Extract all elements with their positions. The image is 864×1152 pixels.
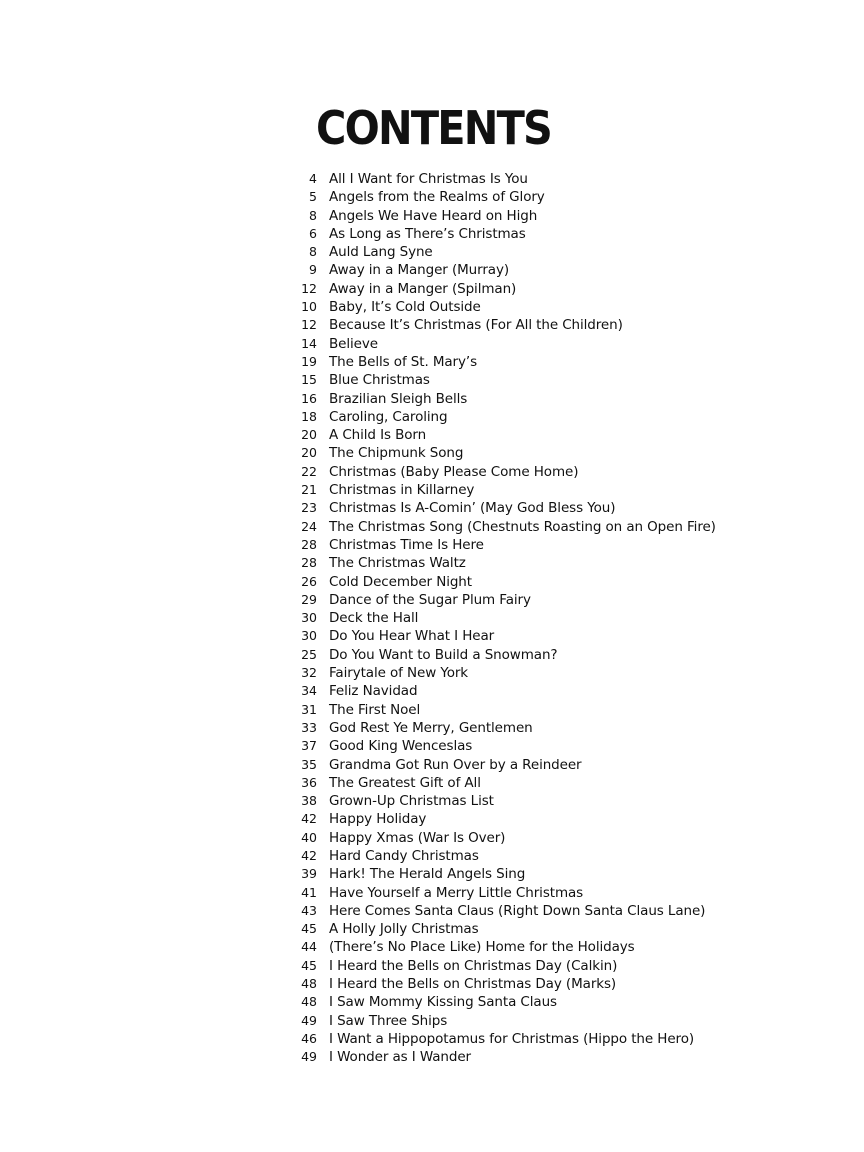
toc-song-title: A Holly Jolly Christmas — [329, 921, 479, 938]
toc-song-title: Have Yourself a Merry Little Christmas — [329, 884, 584, 901]
toc-entry — [296, 591, 836, 609]
toc-entry — [296, 1012, 836, 1030]
toc-song-title: The Chipmunk Song — [329, 445, 464, 462]
toc-entry — [296, 756, 836, 774]
toc-page-number: 34 — [301, 683, 317, 699]
page-title: CONTENTS — [316, 101, 552, 155]
toc-page-number: 43 — [301, 902, 317, 918]
toc-page-number: 16 — [301, 390, 317, 406]
toc-song-title: Because It’s Christmas (For All the Children) — [329, 317, 623, 334]
toc-song-title: Hard Candy Christmas — [329, 847, 479, 864]
toc-page-number: 33 — [301, 719, 317, 735]
toc-song-title: Angels We Have Heard on High — [329, 207, 538, 224]
toc-entry — [296, 792, 836, 810]
toc-song-title: Here Comes Santa Claus (Right Down Santa Claus Lane) — [329, 902, 706, 919]
toc-entry — [296, 225, 836, 243]
toc-entry — [296, 499, 836, 517]
toc-page-number: 20 — [301, 427, 317, 443]
toc-entry — [296, 810, 836, 828]
toc-page-number: 49 — [301, 1012, 317, 1028]
toc-page-number: 8 — [309, 244, 317, 260]
toc-song-title: I Saw Three Ships — [329, 1012, 448, 1029]
toc-page-number: 48 — [301, 994, 317, 1010]
toc-song-title: As Long as There’s Christmas — [329, 225, 526, 242]
toc-page-number: 9 — [309, 262, 317, 278]
toc-page-number: 28 — [301, 536, 317, 552]
toc-song-title: Baby, It’s Cold Outside — [329, 299, 481, 316]
toc-song-title: Angels from the Realms of Glory — [329, 189, 545, 206]
toc-entry — [296, 316, 836, 334]
toc-page-number: 24 — [301, 518, 317, 534]
toc-song-title: Cold December Night — [329, 573, 472, 590]
toc-page-number: 28 — [301, 555, 317, 571]
toc-page-number: 35 — [301, 756, 317, 772]
toc-entry — [296, 957, 836, 975]
toc-song-title: Happy Xmas (War Is Over) — [329, 829, 506, 846]
toc-song-title: Brazilian Sleigh Bells — [329, 390, 468, 407]
toc-entry — [296, 481, 836, 499]
toc-song-title: Blue Christmas — [329, 372, 430, 389]
toc-entry — [296, 920, 836, 938]
toc-entry — [296, 207, 836, 225]
toc-song-title: Christmas Is A-Comin’ (May God Bless You) — [329, 500, 616, 517]
toc-song-title: Do You Want to Build a Snowman? — [329, 646, 558, 663]
toc-song-title: The First Noel — [329, 701, 421, 718]
toc-entry — [296, 1030, 836, 1048]
toc-entry — [296, 390, 836, 408]
toc-song-title: The Bells of St. Mary’s — [329, 353, 478, 370]
toc-entry — [296, 774, 836, 792]
toc-page-number: 30 — [301, 628, 317, 644]
toc-song-title: Auld Lang Syne — [329, 244, 433, 261]
toc-entry — [296, 280, 836, 298]
toc-page-number: 32 — [301, 665, 317, 681]
toc-song-title: Away in a Manger (Spilman) — [329, 280, 517, 297]
toc-entry — [296, 884, 836, 902]
toc-entry — [296, 627, 836, 645]
toc-song-title: Hark! The Herald Angels Sing — [329, 866, 526, 883]
toc-page-number: 14 — [301, 335, 317, 351]
toc-page-number: 48 — [301, 976, 317, 992]
toc-entry — [296, 426, 836, 444]
toc-song-title: Fairytale of New York — [329, 665, 469, 682]
toc-song-title: Do You Hear What I Hear — [329, 628, 495, 645]
toc-page-number: 20 — [301, 445, 317, 461]
toc-page-number: 5 — [309, 189, 317, 205]
toc-entry — [296, 865, 836, 883]
toc-page-number: 41 — [301, 884, 317, 900]
toc-entry — [296, 975, 836, 993]
toc-entry — [296, 1048, 836, 1066]
toc-entry — [296, 573, 836, 591]
toc-song-title: Grown-Up Christmas List — [329, 793, 494, 810]
toc-entry — [296, 536, 836, 554]
toc-entry — [296, 646, 836, 664]
toc-page-number: 23 — [301, 500, 317, 516]
toc-entry — [296, 938, 836, 956]
toc-page-number: 6 — [309, 225, 317, 241]
toc-entry — [296, 554, 836, 572]
toc-song-title: Christmas Time Is Here — [329, 536, 484, 553]
toc-page-number: 22 — [301, 463, 317, 479]
toc-song-title: Christmas (Baby Please Come Home) — [329, 463, 579, 480]
toc-song-title: Caroling, Caroling — [329, 408, 448, 425]
toc-song-title: Christmas in Killarney — [329, 482, 475, 499]
toc-page-number: 18 — [301, 408, 317, 424]
toc-entry — [296, 261, 836, 279]
toc-entry — [296, 463, 836, 481]
toc-page-number: 12 — [301, 317, 317, 333]
toc-entry — [296, 682, 836, 700]
toc-entry — [296, 701, 836, 719]
toc-page-number: 42 — [301, 811, 317, 827]
toc-page-number: 39 — [301, 866, 317, 882]
toc-song-title: Good King Wenceslas — [329, 738, 473, 755]
toc-page-number: 12 — [301, 280, 317, 296]
toc-page-number: 31 — [301, 701, 317, 717]
toc-song-title: Away in a Manger (Murray) — [329, 262, 510, 279]
toc-entry — [296, 829, 836, 847]
toc-page-number: 46 — [301, 1030, 317, 1046]
toc-entry — [296, 902, 836, 920]
toc-entry — [296, 609, 836, 627]
toc-entry — [296, 664, 836, 682]
toc-song-title: The Christmas Song (Chestnuts Roasting on an Open Fire) — [329, 518, 716, 535]
toc-entry — [296, 188, 836, 206]
toc-page-number: 36 — [301, 774, 317, 790]
toc-entry — [296, 170, 836, 188]
toc-song-title: Grandma Got Run Over by a Reindeer — [329, 756, 582, 773]
toc-song-title: I Want a Hippopotamus for Christmas (Hippo the Hero) — [329, 1030, 695, 1047]
toc-page-number: 42 — [301, 847, 317, 863]
toc-page-number: 15 — [301, 372, 317, 388]
toc-page-number: 45 — [301, 957, 317, 973]
toc-entry — [296, 518, 836, 536]
toc-page-number: 45 — [301, 921, 317, 937]
toc-page-number: 37 — [301, 738, 317, 754]
toc-song-title: I Heard the Bells on Christmas Day (Marks) — [329, 976, 617, 993]
toc-page-number: 44 — [301, 939, 317, 955]
toc-page-number: 29 — [301, 591, 317, 607]
toc-song-title: All I Want for Christmas Is You — [329, 171, 528, 187]
toc-entry — [296, 298, 836, 316]
toc-song-title: God Rest Ye Merry, Gentlemen — [329, 719, 533, 736]
toc-song-title: (There’s No Place Like) Home for the Holidays — [329, 939, 635, 956]
toc-entry — [296, 371, 836, 389]
toc-entry — [296, 353, 836, 371]
toc-song-title: The Christmas Waltz — [329, 555, 466, 572]
toc-page-number: 4 — [309, 171, 317, 186]
toc-page-number: 40 — [301, 829, 317, 845]
toc-song-title: I Wonder as I Wander — [329, 1049, 471, 1066]
toc-song-title: I Saw Mommy Kissing Santa Claus — [329, 994, 557, 1011]
toc-page-number: 8 — [309, 207, 317, 223]
toc-page-number: 49 — [301, 1049, 317, 1065]
toc-song-title: Happy Holiday — [329, 811, 427, 828]
toc-entry — [296, 719, 836, 737]
toc-page-number: 25 — [301, 646, 317, 662]
toc-entry — [296, 408, 836, 426]
toc-entry — [296, 737, 836, 755]
toc-page-number: 38 — [301, 793, 317, 809]
toc-entry — [296, 335, 836, 353]
toc-song-title: A Child Is Born — [329, 427, 427, 444]
toc-entry — [296, 444, 836, 462]
toc-page-number: 30 — [301, 610, 317, 626]
toc-song-title: Believe — [329, 335, 378, 352]
toc-song-title: Dance of the Sugar Plum Fairy — [329, 591, 531, 608]
table-of-contents — [296, 170, 836, 1067]
toc-page-number: 21 — [301, 482, 317, 498]
toc-page-number: 19 — [301, 353, 317, 369]
toc-entry — [296, 993, 836, 1011]
toc-song-title: Deck the Hall — [329, 610, 419, 627]
toc-entry — [296, 847, 836, 865]
toc-entry — [296, 243, 836, 261]
toc-song-title: Feliz Navidad — [329, 683, 418, 700]
toc-page-number: 26 — [301, 573, 317, 589]
toc-song-title: I Heard the Bells on Christmas Day (Calkin) — [329, 957, 618, 974]
toc-page-number: 10 — [301, 299, 317, 315]
toc-song-title: The Greatest Gift of All — [329, 774, 481, 791]
